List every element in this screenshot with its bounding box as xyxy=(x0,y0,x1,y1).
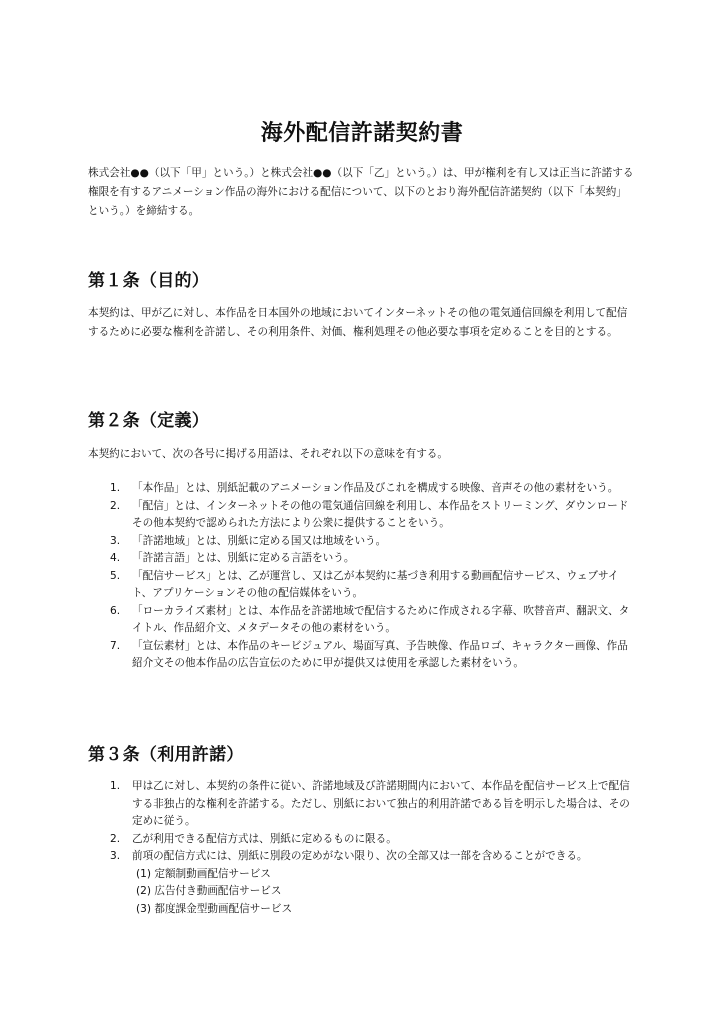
list-item-text: 「本作品」とは、別紙記載のアニメーション作品及びこれを構成する映像、音声その他の素材をいう。 xyxy=(132,482,619,494)
definitions-list xyxy=(88,480,636,673)
list-item-number: 1. xyxy=(110,482,121,494)
list-item-text: 前項の配信方式には、別紙に別段の定めがない限り、次の全部又は一部を含めることができる。 xyxy=(132,850,588,862)
sub-list-item: (3) 都度課金型動画配信サービス xyxy=(136,902,293,915)
list-item-number: 2. xyxy=(110,832,121,845)
article-3-heading: 第３条（利用許諾） xyxy=(88,745,244,765)
license-list xyxy=(88,778,636,918)
list-item-text: 乙が利用できる配信方式は、別紙に定めるものに限る。 xyxy=(132,832,397,845)
list-item xyxy=(88,603,636,638)
list-item-text: 「ローカライズ素材」とは、本作品を許諾地域で配信するために作成される字幕、吹替音声、翻訳文、タイトル、作品紹介文、メタデータその他の素材をいう。 xyxy=(132,604,630,634)
list-item xyxy=(88,533,636,551)
list-item-number: 3. xyxy=(110,534,121,547)
list-item xyxy=(88,778,636,831)
preamble-paragraph: 株式会社●●（以下「甲」という。）と株式会社●●（以下「乙」という。）は、甲が権利を有し又は正当に許諾する権限を有するアニメーション作品の海外における配信について、以下のとおり海外配信許諾契約（以下「本契約」という。）を締結する。 xyxy=(88,167,634,217)
sub-list-item: (2) 広告付き動画配信サービス xyxy=(136,885,282,897)
list-item-text: 「宣伝素材」とは、本作品のキービジュアル、場面写真、予告映像、作品ロゴ、キャラクター画像、作品紹介文その他本作品の広告宣伝のために甲が提供又は使用を承認した素材をいう。 xyxy=(132,639,628,669)
list-item-text: 甲は乙に対し、本契約の条件に従い、許諾地域及び許諾期間内において、本作品を配信サービス上で配信する非独占的な権利を許諾する。ただし、別紙において独占的利用許諾である旨を明示した場合は、その定めに従う。 xyxy=(132,780,630,827)
list-item-text: 「配信サービス」とは、乙が運営し、又は乙が本契約に基づき利用する動画配信サービス、ウェブサイト、アプリケーションその他の配信媒体をいう。 xyxy=(132,569,619,599)
list-item-number: 5. xyxy=(110,569,121,582)
list-item xyxy=(88,848,636,918)
list-item-text: 「許諾地域」とは、別紙に定める国又は地域をいう。 xyxy=(132,534,387,547)
article-1-body: 本契約は、甲が乙に対し、本作品を日本国外の地域においてインターネットその他の電気通信回線を利用して配信するために必要な権利を許諾し、その利用条件、対価、権利処理その他必要な事項を定めることを目的とする。 xyxy=(88,307,628,338)
list-item xyxy=(88,480,636,498)
list-item xyxy=(88,550,636,568)
list-item-text: 「配信」とは、インターネットその他の電気通信回線を利用し、本作品をストリーミング、ダウンロードその他本契約で認められた方法により公衆に提供することをいう。 xyxy=(132,499,629,529)
list-item-number: 1. xyxy=(110,780,121,792)
list-item-text: 「許諾言語」とは、別紙に定める言語をいう。 xyxy=(132,552,355,564)
list-item xyxy=(88,568,636,603)
list-item-number: 2. xyxy=(110,499,121,512)
list-item xyxy=(88,831,636,849)
list-item-number: 7. xyxy=(110,639,121,652)
list-item xyxy=(88,638,636,673)
article-2-heading: 第２条（定義） xyxy=(88,411,210,431)
article-1-heading: 第１条（目的） xyxy=(88,271,210,291)
list-item-number: 3. xyxy=(110,850,121,862)
document-title: 海外配信許諾契約書 xyxy=(260,121,464,146)
list-item xyxy=(88,498,636,533)
article-2-intro: 本契約において、次の各号に掲げる用語は、それぞれ以下の意味を有する。 xyxy=(88,448,448,460)
delivery-method-list xyxy=(132,866,636,919)
sub-list-item: (1) 定額制動画配信サービス xyxy=(136,867,271,880)
list-item-number: 4. xyxy=(110,552,121,564)
list-item-number: 6. xyxy=(110,604,121,617)
